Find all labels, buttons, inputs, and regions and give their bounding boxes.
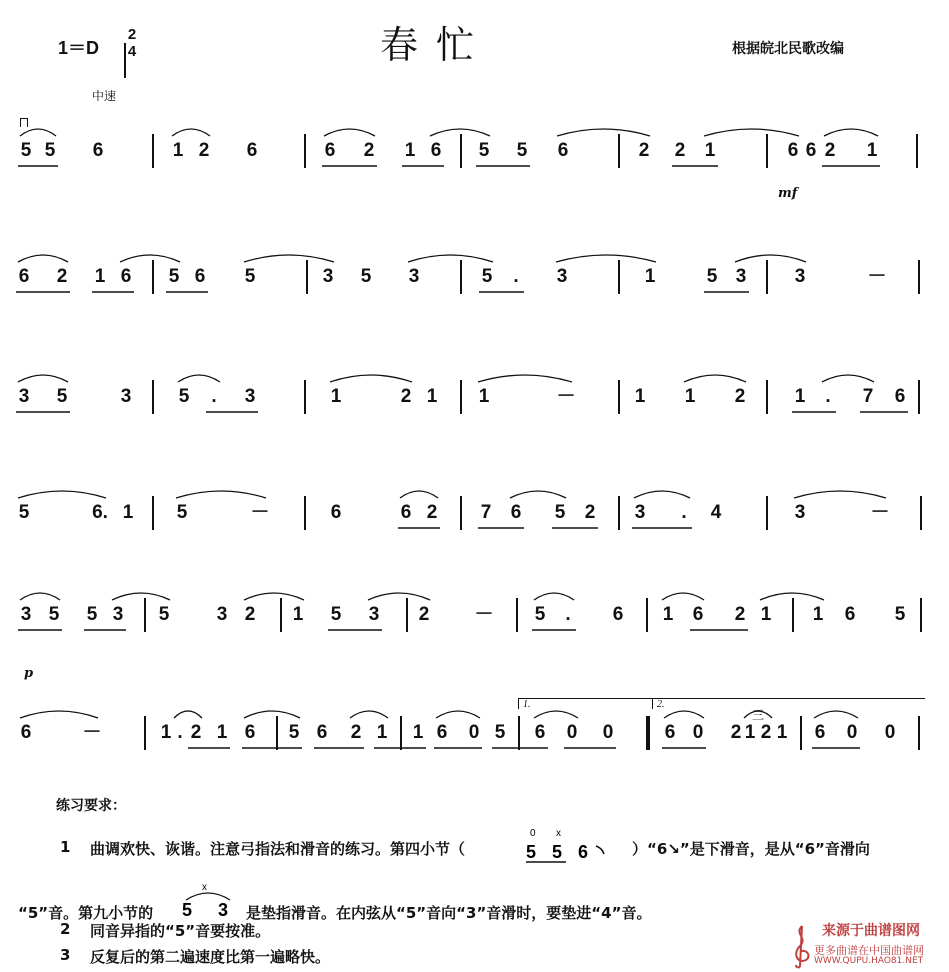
slur	[18, 255, 68, 262]
note: 5	[18, 502, 30, 523]
note: 3	[18, 386, 30, 407]
requirement-1-line2-start: “5”音。第九小节的	[18, 904, 154, 922]
arranger-credit: 根据皖北民歌改编	[732, 41, 844, 57]
note: 5	[178, 386, 190, 407]
score-line-1	[0, 140, 949, 230]
slur	[176, 491, 266, 498]
slur	[174, 711, 202, 718]
slur	[368, 593, 430, 600]
note: 1	[426, 386, 438, 407]
note: 6	[844, 604, 856, 625]
note: 5	[176, 502, 188, 523]
note: 1	[760, 604, 772, 625]
slur	[478, 375, 572, 382]
slur	[556, 255, 656, 262]
note: 3	[20, 604, 32, 625]
note: 2	[730, 722, 742, 743]
note: 1	[330, 386, 342, 407]
requirement-1-example	[526, 824, 616, 864]
note: 2	[190, 722, 202, 743]
slur	[735, 255, 806, 262]
note: 6	[92, 140, 104, 161]
watermark	[786, 920, 942, 970]
note: 5	[534, 604, 546, 625]
slur-layer	[0, 120, 949, 160]
slur	[662, 593, 704, 600]
note: 5	[158, 604, 170, 625]
example-notation-53	[178, 880, 255, 920]
volta-2: 2.	[652, 698, 925, 709]
time-signature-top: 2	[127, 26, 137, 43]
note: 3	[794, 266, 806, 287]
note: .	[513, 266, 519, 287]
note: 0	[692, 722, 704, 743]
note: 5	[554, 502, 566, 523]
slur	[112, 593, 170, 600]
slur	[324, 129, 375, 136]
slur	[822, 375, 874, 382]
note: 0	[884, 722, 896, 743]
volta-1: 1.	[518, 698, 653, 709]
note: 1	[376, 722, 388, 743]
note: －	[250, 502, 270, 523]
requirement-1-continuation: ）“6↘”是下滑音，是从“6”音滑向	[632, 840, 870, 858]
slur	[244, 593, 304, 600]
note: 3	[556, 266, 568, 287]
note: 6	[436, 722, 448, 743]
slur	[534, 593, 574, 600]
note: －	[82, 722, 102, 743]
slur	[794, 491, 886, 498]
note: －	[556, 386, 576, 407]
note: 3	[322, 266, 334, 287]
note: 6	[18, 266, 30, 287]
note: .	[681, 502, 687, 523]
note: 2	[198, 140, 210, 161]
note: .	[825, 386, 831, 407]
slur	[684, 375, 746, 382]
slur	[18, 491, 106, 498]
slur	[534, 711, 578, 718]
note: －	[870, 502, 890, 523]
slur	[20, 593, 60, 600]
note: 5	[481, 266, 493, 287]
note: 2	[734, 604, 746, 625]
note: 6	[510, 502, 522, 523]
note: 1	[776, 722, 788, 743]
note: 1	[292, 604, 304, 625]
note: 6	[557, 140, 569, 161]
score-line-5	[0, 604, 949, 694]
requirement-1-example-2	[178, 880, 255, 920]
watermark-line-2: 更多曲谱在中国曲谱网	[814, 944, 924, 957]
example-notes: 556	[526, 842, 605, 862]
note: 3	[735, 266, 747, 287]
note: .	[177, 722, 183, 743]
note: 1	[794, 386, 806, 407]
example-2-finger-x: x	[202, 882, 207, 893]
note: 2	[638, 140, 650, 161]
note: 0	[566, 722, 578, 743]
note: 2	[350, 722, 362, 743]
note: 6	[324, 140, 336, 161]
slur	[814, 711, 858, 718]
note: 6	[400, 502, 412, 523]
slur	[436, 711, 480, 718]
slur-layer	[0, 246, 949, 286]
note: 2	[56, 266, 68, 287]
note: 1	[404, 140, 416, 161]
note: 6	[194, 266, 206, 287]
note: 6	[20, 722, 32, 743]
score-line-4	[0, 502, 949, 592]
slur	[244, 255, 334, 262]
note: 5	[478, 140, 490, 161]
note: 2	[734, 386, 746, 407]
note: 0	[846, 722, 858, 743]
treble-clef-icon	[788, 924, 814, 968]
example-finger-x: x	[556, 828, 561, 839]
repeat-barline	[646, 716, 650, 750]
requirement-3-number: 3	[60, 946, 71, 964]
slur-layer	[0, 584, 949, 624]
note: －	[867, 266, 887, 287]
requirement-1-text: 曲调欢快、诙谐。注意弓指法和滑音的练习。第四小节（	[90, 840, 466, 858]
watermark-line-1: 来源于曲谱图网	[822, 923, 920, 939]
note: 6	[430, 140, 442, 161]
note: 6	[814, 722, 826, 743]
example-notation-556	[526, 824, 616, 864]
example-2-slur	[186, 893, 230, 900]
note: 2	[674, 140, 686, 161]
note: 7	[862, 386, 874, 407]
note: 1	[94, 266, 106, 287]
slur	[244, 711, 300, 718]
note: 6	[664, 722, 676, 743]
note: 6	[120, 266, 132, 287]
requirement-2-text: 同音异指的“5”音要按准。	[90, 922, 271, 940]
note: 1	[662, 604, 674, 625]
note: 5	[56, 386, 68, 407]
score-line-2	[0, 266, 949, 356]
note: 5	[894, 604, 906, 625]
note: 2	[363, 140, 375, 161]
note: 3	[244, 386, 256, 407]
requirement-1-number: 1	[60, 838, 71, 856]
note: 5	[288, 722, 300, 743]
note: 1	[644, 266, 656, 287]
slur	[330, 375, 412, 382]
note: 6	[246, 140, 258, 161]
slur	[20, 129, 56, 136]
slur	[20, 711, 98, 718]
note: 1	[478, 386, 490, 407]
slur	[172, 129, 210, 136]
slur	[510, 491, 566, 498]
note: 5	[86, 604, 98, 625]
slur	[664, 711, 704, 718]
example-2-notes: 53	[182, 900, 255, 920]
note: 3	[794, 502, 806, 523]
note: 6.	[92, 502, 108, 523]
score-line-3	[0, 386, 949, 476]
note: 6	[330, 502, 342, 523]
note: 5	[516, 140, 528, 161]
time-signature	[124, 26, 140, 60]
slur-layer	[0, 366, 949, 406]
slur	[634, 491, 690, 498]
note: 3	[120, 386, 132, 407]
note: 1	[412, 722, 424, 743]
slur	[704, 129, 799, 136]
note: 6	[612, 604, 624, 625]
note: 3	[216, 604, 228, 625]
note: 2	[400, 386, 412, 407]
page-title: 春忙	[380, 23, 493, 67]
note: 1	[216, 722, 228, 743]
note: 6	[692, 604, 704, 625]
note: .	[565, 604, 571, 625]
slur	[824, 129, 878, 136]
requirement-3-text: 反复后的第二遍速度比第一遍略快。	[90, 948, 331, 966]
note: 1	[160, 722, 172, 743]
note: 2	[824, 140, 836, 161]
note: 3	[408, 266, 420, 287]
slur	[400, 491, 438, 498]
time-signature-bottom: 4	[127, 43, 137, 60]
note: 1	[634, 386, 646, 407]
dynamic-mf: mf	[778, 186, 798, 201]
dynamic-p: p	[24, 666, 34, 681]
score-line-6	[0, 699, 949, 812]
requirement-2-number: 2	[60, 920, 71, 938]
example-finger-0: 0	[530, 828, 536, 839]
slur	[760, 593, 824, 600]
slur	[18, 375, 68, 382]
slur	[557, 129, 650, 136]
note: 6	[894, 386, 906, 407]
note: 6	[316, 722, 328, 743]
note: 2	[418, 604, 430, 625]
slur-layer	[0, 482, 949, 522]
note: 3	[634, 502, 646, 523]
note: 6	[787, 140, 799, 161]
slur	[408, 255, 493, 262]
note: 1	[866, 140, 878, 161]
note: 0	[468, 722, 480, 743]
note: 1	[812, 604, 824, 625]
slur	[350, 711, 388, 718]
note: 6	[534, 722, 546, 743]
slur	[430, 129, 490, 136]
note: .	[211, 386, 217, 407]
note: 2	[426, 502, 438, 523]
slur	[178, 375, 220, 382]
note: 1	[744, 722, 756, 743]
note: 2	[584, 502, 596, 523]
note: －	[474, 604, 494, 625]
time-signature-divider	[124, 43, 126, 78]
note: 3	[368, 604, 380, 625]
note: 1	[122, 502, 134, 523]
note: 3	[112, 604, 124, 625]
note: 4	[710, 502, 722, 523]
requirement-1-line2-end: 是垫指滑音。在内弦从“5”音向“3”音滑时，要垫进“4”音。	[246, 904, 652, 922]
note: 6	[244, 722, 256, 743]
note: 5	[168, 266, 180, 287]
note: 5	[360, 266, 372, 287]
note: 5	[244, 266, 256, 287]
watermark-line-3: WWW.QUPU.HAO81.NET	[814, 956, 924, 966]
note: 6	[805, 140, 817, 161]
note: 5	[494, 722, 506, 743]
key-signature: 1＝D	[58, 38, 100, 58]
note: 0	[602, 722, 614, 743]
note: 5	[330, 604, 342, 625]
note: 1	[684, 386, 696, 407]
note: 5	[48, 604, 60, 625]
tempo-marking: 中速	[92, 89, 117, 103]
slur	[120, 255, 180, 262]
note: 1	[704, 140, 716, 161]
tremolo-mark: 三	[752, 708, 765, 722]
note: 2	[244, 604, 256, 625]
note: 5	[20, 140, 32, 161]
note: 1	[172, 140, 184, 161]
note: 2	[760, 722, 772, 743]
requirements-heading: 练习要求：	[56, 798, 126, 814]
note: 5	[706, 266, 718, 287]
note: 5	[44, 140, 56, 161]
note: 7	[480, 502, 492, 523]
